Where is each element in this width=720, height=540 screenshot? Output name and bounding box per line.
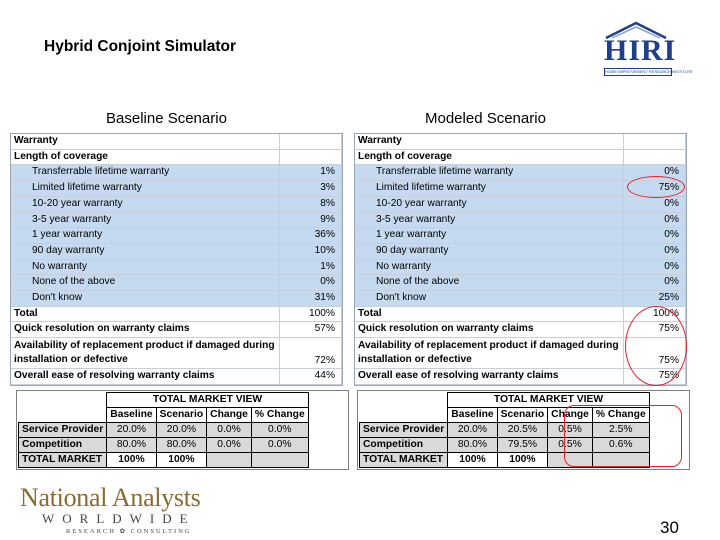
attribute-label: 10-20 year warranty bbox=[355, 196, 624, 212]
attribute-label: Quick resolution on warranty claims bbox=[11, 322, 280, 338]
attribute-label: Limited lifetime warranty bbox=[11, 181, 280, 197]
market-cell: 20.0% bbox=[156, 423, 207, 438]
attribute-value: 0% bbox=[624, 212, 686, 228]
attribute-value: 0% bbox=[624, 243, 686, 259]
market-column-header: Change bbox=[548, 408, 593, 423]
market-cell bbox=[251, 453, 308, 468]
hiri-logo-tagline: HOME IMPROVEMENT RESEARCH INSTITUTE bbox=[605, 69, 693, 74]
attribute-label: Don't know bbox=[355, 291, 624, 307]
attribute-row bbox=[355, 259, 686, 275]
hiri-logo bbox=[600, 20, 693, 76]
attribute-row bbox=[11, 212, 342, 228]
attribute-value: 44% bbox=[280, 369, 342, 385]
attribute-value: 100% bbox=[280, 306, 342, 322]
attribute-row bbox=[11, 149, 342, 165]
market-cell: 100% bbox=[497, 453, 548, 468]
market-column-header: Scenario bbox=[156, 408, 207, 423]
attribute-value: 75% bbox=[624, 181, 686, 197]
attribute-label: Length of coverage bbox=[11, 149, 280, 165]
attribute-label: 90 day warranty bbox=[355, 243, 624, 259]
attribute-label: 3-5 year warranty bbox=[11, 212, 280, 228]
page-number: 30 bbox=[660, 518, 679, 537]
market-cell: 0.6% bbox=[592, 438, 649, 453]
market-row-label: Service Provider bbox=[360, 423, 448, 438]
market-cell: 0.5% bbox=[548, 423, 593, 438]
market-cell: 0.0% bbox=[251, 438, 308, 453]
attribute-row bbox=[11, 369, 342, 385]
market-cell: 100% bbox=[107, 453, 156, 468]
market-cell: 100% bbox=[448, 453, 497, 468]
market-cell: 79.5% bbox=[497, 438, 548, 453]
attribute-value: 57% bbox=[280, 322, 342, 338]
attribute-row bbox=[355, 275, 686, 291]
attribute-label: Total bbox=[355, 306, 624, 322]
market-cell: 20.5% bbox=[497, 423, 548, 438]
attribute-label: Limited lifetime warranty bbox=[355, 181, 624, 197]
highlight-circle-limited-lifetime bbox=[627, 176, 685, 198]
modeled-heading: Modeled Scenario bbox=[425, 110, 546, 127]
market-column-header: % Change bbox=[592, 408, 649, 423]
attribute-value: 0% bbox=[624, 228, 686, 244]
attribute-label: 1 year warranty bbox=[11, 228, 280, 244]
attribute-value: 100% bbox=[624, 306, 686, 322]
attribute-value: 75% bbox=[624, 369, 686, 385]
attribute-label: 90 day warranty bbox=[11, 243, 280, 259]
attribute-value: 31% bbox=[280, 291, 342, 307]
attribute-label: None of the above bbox=[355, 275, 624, 291]
market-cell: 80.0% bbox=[448, 438, 497, 453]
na-logo-line3: RESEARCH ✿ CONSULTING bbox=[66, 528, 192, 535]
attribute-value: 75% bbox=[624, 322, 686, 338]
na-logo-line1: National Analysts bbox=[20, 483, 201, 512]
attribute-label: Transferrable lifetime warranty bbox=[355, 165, 624, 181]
attribute-value: 36% bbox=[280, 228, 342, 244]
attribute-row bbox=[11, 322, 342, 338]
attribute-row bbox=[11, 243, 342, 259]
national-analysts-logo bbox=[20, 483, 220, 533]
attribute-row bbox=[355, 134, 686, 149]
market-column-header: Change bbox=[207, 408, 252, 423]
attribute-label: Total bbox=[11, 306, 280, 322]
market-row-label: TOTAL MARKET bbox=[19, 453, 107, 468]
market-cell: 0.0% bbox=[207, 423, 252, 438]
attribute-row bbox=[11, 291, 342, 307]
market-cell: 100% bbox=[156, 453, 207, 468]
market-cell: 0.5% bbox=[548, 438, 593, 453]
market-column-header: % Change bbox=[251, 408, 308, 423]
attribute-row bbox=[11, 306, 342, 322]
market-row-label: TOTAL MARKET bbox=[360, 453, 448, 468]
na-logo-line2: WORLDWIDE bbox=[42, 511, 196, 526]
attribute-row bbox=[11, 228, 342, 244]
attribute-label: Don't know bbox=[11, 291, 280, 307]
attribute-value bbox=[624, 149, 686, 165]
highlight-box-change bbox=[564, 405, 682, 467]
attribute-value: 0% bbox=[624, 196, 686, 212]
attribute-label: Warranty bbox=[355, 134, 624, 149]
attribute-row bbox=[11, 134, 342, 149]
attribute-value: 0% bbox=[624, 259, 686, 275]
market-cell: 0.0% bbox=[251, 423, 308, 438]
market-cell: 20.0% bbox=[107, 423, 156, 438]
baseline-heading: Baseline Scenario bbox=[106, 110, 227, 127]
hiri-logo-text: HIRI bbox=[604, 34, 677, 67]
attribute-value: 0% bbox=[624, 275, 686, 291]
attribute-label: 1 year warranty bbox=[355, 228, 624, 244]
attribute-row bbox=[355, 243, 686, 259]
attribute-row bbox=[11, 196, 342, 212]
attribute-row bbox=[11, 275, 342, 291]
baseline-market-view bbox=[16, 390, 349, 470]
market-column-header: Scenario bbox=[497, 408, 548, 423]
attribute-row bbox=[355, 149, 686, 165]
attribute-row bbox=[355, 196, 686, 212]
attribute-label: Availability of replacement product if damaged during installation or defective bbox=[355, 338, 624, 369]
attribute-label: No warranty bbox=[11, 259, 280, 275]
market-cell bbox=[207, 453, 252, 468]
attribute-label: Overall ease of resolving warranty claims bbox=[11, 369, 280, 385]
market-cell: 2.5% bbox=[592, 423, 649, 438]
market-cell: 80.0% bbox=[156, 438, 207, 453]
attribute-label: Quick resolution on warranty claims bbox=[355, 322, 624, 338]
attribute-row bbox=[355, 228, 686, 244]
attribute-label: Overall ease of resolving warranty claims bbox=[355, 369, 624, 385]
attribute-value: 8% bbox=[280, 196, 342, 212]
market-column-header: Baseline bbox=[107, 408, 156, 423]
attribute-label: None of the above bbox=[11, 275, 280, 291]
attribute-row bbox=[355, 212, 686, 228]
attribute-value bbox=[624, 134, 686, 149]
attribute-label: 3-5 year warranty bbox=[355, 212, 624, 228]
attribute-value: 0% bbox=[624, 165, 686, 181]
market-row-label: Competition bbox=[360, 438, 448, 453]
baseline-attribute-table bbox=[10, 133, 343, 386]
attribute-value bbox=[280, 149, 342, 165]
market-cell: 20.0% bbox=[448, 423, 497, 438]
attribute-value: 3% bbox=[280, 181, 342, 197]
attribute-value: 25% bbox=[624, 291, 686, 307]
market-row bbox=[19, 438, 309, 453]
attribute-value: 0% bbox=[280, 275, 342, 291]
attribute-row bbox=[11, 181, 342, 197]
attribute-value: 72% bbox=[280, 338, 342, 369]
slide-title: Hybrid Conjoint Simulator bbox=[44, 38, 237, 55]
market-row-label: Service Provider bbox=[19, 423, 107, 438]
attribute-label: Length of coverage bbox=[355, 149, 624, 165]
attribute-label: Availability of replacement product if damaged during installation or defective bbox=[11, 338, 280, 369]
market-view-heading: TOTAL MARKET VIEW bbox=[107, 393, 308, 408]
attribute-row bbox=[11, 338, 342, 369]
attribute-value: 1% bbox=[280, 165, 342, 181]
highlight-circle-quality-metrics bbox=[625, 306, 687, 386]
attribute-label: Transferrable lifetime warranty bbox=[11, 165, 280, 181]
attribute-value: 10% bbox=[280, 243, 342, 259]
attribute-value: 9% bbox=[280, 212, 342, 228]
market-row-label: Competition bbox=[19, 438, 107, 453]
attribute-label: 10-20 year warranty bbox=[11, 196, 280, 212]
attribute-row bbox=[355, 291, 686, 307]
attribute-value: 1% bbox=[280, 259, 342, 275]
market-column-header: Baseline bbox=[448, 408, 497, 423]
attribute-value bbox=[280, 134, 342, 149]
market-view-heading: TOTAL MARKET VIEW bbox=[448, 393, 649, 408]
attribute-label: Warranty bbox=[11, 134, 280, 149]
attribute-value: 75% bbox=[624, 338, 686, 369]
attribute-label: No warranty bbox=[355, 259, 624, 275]
market-row bbox=[19, 423, 309, 438]
market-cell: 80.0% bbox=[107, 438, 156, 453]
attribute-row bbox=[11, 259, 342, 275]
attribute-row bbox=[11, 165, 342, 181]
market-row bbox=[19, 453, 309, 468]
market-cell: 0.0% bbox=[207, 438, 252, 453]
